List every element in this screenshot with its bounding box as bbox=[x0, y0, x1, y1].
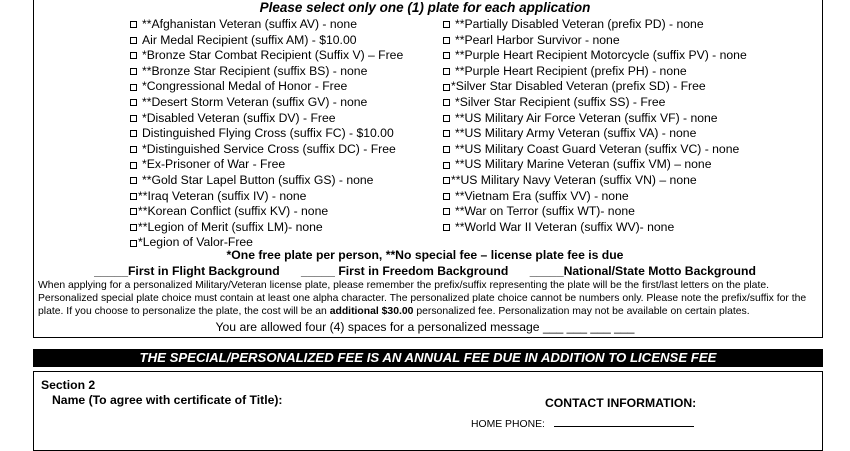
plate-option-label: **US Military Air Force Veteran (suffix VF) - none bbox=[455, 110, 718, 125]
plate-option-label: *Distinguished Service Cross (suffix DC) - Free bbox=[142, 141, 396, 156]
plate-option-checkbox[interactable] bbox=[130, 115, 137, 122]
plate-option[interactable] bbox=[443, 33, 747, 49]
plate-option-checkbox[interactable] bbox=[130, 224, 137, 231]
plate-option-checkbox[interactable] bbox=[443, 208, 450, 215]
plate-option-checkbox[interactable] bbox=[443, 115, 450, 122]
page-title: Please select only one (1) plate for each application bbox=[259, 0, 591, 15]
instructions-text: When applying for a personalized Military/Veteran license plate, please remember the prefix/suffix representing the plate will be the first/last letters on the plate. Personalized special plate choice must contain at least one alpha character. The personalized plate choice cannot be numbers only. Please note the prefix/suffix for the plate. If you choose to personalize the plate, the cost will be an bbox=[38, 280, 807, 317]
plate-option[interactable] bbox=[443, 64, 747, 80]
plate-option[interactable] bbox=[443, 111, 747, 127]
plate-option-label: **US Military Army Veteran (suffix VA) - none bbox=[455, 126, 697, 141]
plate-option-label: **US Military Coast Guard Veteran (suffix VC) - none bbox=[455, 141, 740, 156]
plate-option[interactable] bbox=[443, 173, 747, 189]
plate-option[interactable] bbox=[130, 48, 403, 64]
plate-option[interactable] bbox=[443, 220, 747, 236]
plate-option[interactable] bbox=[130, 189, 403, 205]
instructions-paragraph bbox=[38, 279, 818, 318]
plate-option-checkbox[interactable] bbox=[130, 37, 137, 44]
plate-option-label: Distinguished Flying Cross (suffix FC) - $10.00 bbox=[142, 126, 394, 141]
plate-option[interactable] bbox=[130, 95, 403, 111]
plate-option[interactable] bbox=[130, 79, 403, 95]
plate-option[interactable] bbox=[443, 17, 747, 33]
plate-option-checkbox[interactable] bbox=[443, 162, 450, 169]
fee-note: *One free plate per person, **No special fee – license plate fee is due bbox=[226, 248, 624, 262]
plate-option-label: *Silver Star Disabled Veteran (prefix SD) - Free bbox=[451, 79, 706, 94]
plate-option-checkbox[interactable] bbox=[443, 84, 450, 91]
plate-option-checkbox[interactable] bbox=[443, 146, 450, 153]
plate-option-label: **Purple Heart Recipient Motorcycle (suffix PV) - none bbox=[455, 48, 747, 63]
background-option-first-in-flight[interactable] bbox=[94, 264, 280, 278]
plate-option-label: **Partially Disabled Veteran (prefix PD) - none bbox=[455, 17, 704, 31]
plate-option-checkbox[interactable] bbox=[130, 162, 137, 169]
plate-option[interactable] bbox=[443, 126, 747, 142]
plate-option[interactable] bbox=[443, 142, 747, 158]
plate-option-label: *Ex-Prisoner of War - Free bbox=[142, 157, 286, 172]
plate-option[interactable] bbox=[443, 204, 747, 220]
plate-option-checkbox[interactable] bbox=[443, 224, 450, 231]
plate-option[interactable] bbox=[130, 126, 403, 142]
background-option-national-state-motto[interactable] bbox=[530, 264, 756, 278]
plate-option[interactable] bbox=[443, 157, 747, 173]
plate-option-checkbox[interactable] bbox=[130, 21, 137, 28]
background-options bbox=[0, 264, 850, 279]
plate-option-label: **Legion of Merit (suffix LM)- none bbox=[138, 219, 323, 234]
right-options-column bbox=[443, 17, 747, 235]
plate-option-checkbox[interactable] bbox=[443, 68, 450, 75]
plate-option-label: *Bronze Star Combat Recipient (Suffix V) – Free bbox=[142, 48, 404, 63]
plate-option-checkbox[interactable] bbox=[443, 21, 450, 28]
plate-option-label: **Gold Star Lapel Button (suffix GS) - none bbox=[142, 172, 374, 187]
background-label: National/State Motto Background bbox=[563, 264, 756, 278]
home-phone-row bbox=[471, 418, 694, 431]
instructions-text-end: personalized fee. Personalization may not be available on certain plates. bbox=[413, 306, 750, 317]
section2-frame bbox=[33, 371, 823, 451]
plate-option-label: **Iraq Veteran (suffix IV) - none bbox=[138, 188, 307, 203]
plate-option[interactable] bbox=[130, 142, 403, 158]
instructions-fee-amount: additional $30.00 bbox=[329, 306, 414, 317]
background-blank[interactable]: _____ bbox=[301, 264, 335, 278]
plate-option-label: Air Medal Recipient (suffix AM) - $10.00 bbox=[142, 32, 357, 47]
plate-option-checkbox[interactable] bbox=[443, 99, 450, 106]
background-blank[interactable]: _____ bbox=[529, 264, 564, 278]
section2-title: Section 2 bbox=[41, 378, 96, 392]
plate-option[interactable] bbox=[443, 48, 747, 64]
left-options-column bbox=[130, 17, 403, 251]
plate-option-label: **US Military Marine Veteran (suffix VM) – none bbox=[455, 157, 712, 172]
plate-option[interactable] bbox=[443, 79, 747, 95]
plate-option[interactable] bbox=[130, 220, 403, 236]
plate-option-label: *Silver Star Recipient (suffix SS) - Free bbox=[455, 94, 666, 109]
plate-option-checkbox[interactable] bbox=[130, 68, 137, 75]
background-option-first-in-freedom[interactable] bbox=[301, 264, 508, 278]
name-label: Name (To agree with certificate of Title): bbox=[52, 393, 283, 407]
plate-option-checkbox[interactable] bbox=[130, 130, 137, 137]
plate-option-label: **War on Terror (suffix WT)- none bbox=[455, 204, 635, 219]
background-label: First in Flight Background bbox=[127, 264, 280, 278]
plate-option[interactable] bbox=[130, 33, 403, 49]
background-label: First in Freedom Background bbox=[338, 264, 509, 278]
annual-fee-banner: THE SPECIAL/PERSONALIZED FEE IS AN ANNUAL FEE DUE IN ADDITION TO LICENSE FEE bbox=[33, 349, 823, 367]
plate-option[interactable] bbox=[443, 95, 747, 111]
plate-option-label: **Bronze Star Recipient (suffix BS) - none bbox=[142, 63, 368, 78]
plate-option-label: **Afghanistan Veteran (suffix AV) - none bbox=[142, 17, 357, 31]
plate-option[interactable] bbox=[130, 17, 403, 33]
home-phone-field[interactable] bbox=[554, 426, 694, 427]
plate-option-checkbox[interactable] bbox=[130, 84, 137, 91]
plate-option-checkbox[interactable] bbox=[443, 52, 450, 59]
background-blank[interactable]: _____ bbox=[94, 264, 128, 278]
plate-option-label: *Legion of Valor-Free bbox=[138, 235, 253, 250]
plate-option-label: *Congressional Medal of Honor - Free bbox=[142, 79, 348, 94]
personalized-message-note: You are allowed four (4) spaces for a personalized message ___ ___ ___ ___ bbox=[215, 320, 635, 334]
plate-option-label: **World War II Veteran (suffix WV)- none bbox=[455, 219, 675, 234]
plate-option[interactable] bbox=[130, 157, 403, 173]
plate-option-checkbox[interactable] bbox=[130, 208, 137, 215]
plate-option[interactable] bbox=[130, 204, 403, 220]
plate-option-checkbox[interactable] bbox=[130, 146, 137, 153]
plate-option-label: **Pearl Harbor Survivor - none bbox=[455, 32, 620, 47]
plate-option-label: **Purple Heart Recipient (prefix PH) - none bbox=[455, 63, 687, 78]
home-phone-label: HOME PHONE: bbox=[471, 419, 545, 430]
plate-option[interactable] bbox=[130, 173, 403, 189]
plate-option-label: **Korean Conflict (suffix KV) - none bbox=[138, 204, 329, 219]
plate-option-label: **Vietnam Era (suffix VV) - none bbox=[455, 188, 629, 203]
plate-option-checkbox[interactable] bbox=[443, 193, 450, 200]
plate-option-label: **Desert Storm Veteran (suffix GV) - none bbox=[142, 94, 368, 109]
plate-option-label: **US Military Navy Veteran (suffix VN) – none bbox=[451, 172, 697, 187]
plate-option[interactable] bbox=[443, 189, 747, 205]
plate-option[interactable] bbox=[130, 111, 403, 127]
plate-option-checkbox[interactable] bbox=[443, 37, 450, 44]
contact-information-label: CONTACT INFORMATION: bbox=[545, 396, 697, 410]
plate-option[interactable] bbox=[130, 64, 403, 80]
plate-option-checkbox[interactable] bbox=[130, 193, 137, 200]
plate-option-checkbox[interactable] bbox=[130, 177, 137, 184]
plate-option-checkbox[interactable] bbox=[130, 240, 137, 247]
plate-option-checkbox[interactable] bbox=[443, 177, 450, 184]
plate-option-checkbox[interactable] bbox=[130, 52, 137, 59]
plate-option-checkbox[interactable] bbox=[443, 130, 450, 137]
plate-option-label: *Disabled Veteran (suffix DV) - Free bbox=[142, 110, 336, 125]
plate-option-checkbox[interactable] bbox=[130, 99, 137, 106]
